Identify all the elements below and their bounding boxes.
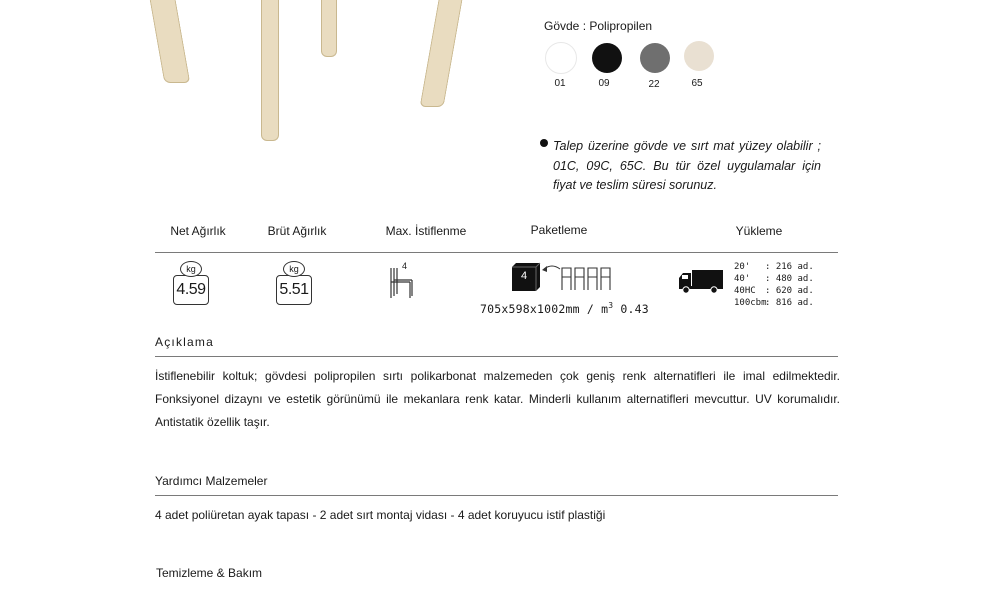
package-dims-sup: 3 xyxy=(608,301,614,310)
loading-header: Yükleme xyxy=(735,224,783,238)
loading-row xyxy=(734,262,814,272)
chairs-row-icon xyxy=(560,266,616,292)
container-type: 20' xyxy=(734,262,751,272)
loading-row xyxy=(734,298,814,308)
chair-leg xyxy=(150,0,191,83)
kg-icon: kg xyxy=(180,261,202,277)
container-qty: : 480 ad. xyxy=(765,274,814,284)
arrow-icon xyxy=(540,262,562,274)
packaging-header: Paketleme xyxy=(530,223,588,237)
loading-row xyxy=(734,286,814,296)
color-swatch[interactable] xyxy=(545,42,577,74)
color-swatch[interactable] xyxy=(684,41,714,71)
net-weight-header: Net Ağırlık xyxy=(170,224,226,238)
color-swatch[interactable] xyxy=(592,43,622,73)
description-text: İstiflenebilir koltuk; gövdesi polipropilen sırtı polikarbonat malzemeden çok geniş renk alternatifleri ile imal edilmektedir. Fonksiyonel dizaynı ve estetik görünümü ile mekanlara renk katar. Minderli kullanım alternatifleri mevcuttur. UV korumalıdır. Antistatik özellik taşır. xyxy=(155,369,840,429)
accessories-divider xyxy=(155,495,838,496)
bullet-dot xyxy=(540,139,548,147)
stack-header: Max. İstiflenme xyxy=(385,224,467,238)
color-code: 22 xyxy=(648,79,660,90)
description-title: Açıklama xyxy=(155,335,214,349)
container-type: 100cbm xyxy=(734,298,767,308)
description-divider xyxy=(155,356,838,357)
net-weight-value: 4.59 xyxy=(173,275,209,305)
color-code: 01 xyxy=(554,78,566,89)
stack-count: 4 xyxy=(402,261,408,271)
color-swatch[interactable] xyxy=(640,43,670,73)
gross-weight-header: Brüt Ağırlık xyxy=(267,224,327,238)
kg-icon: kg xyxy=(283,261,305,277)
truck-icon xyxy=(678,269,724,295)
package-count: 4 xyxy=(520,270,528,282)
container-type: 40HC xyxy=(734,286,756,296)
color-code: 65 xyxy=(691,78,703,89)
container-type: 40' xyxy=(734,274,751,284)
package-dimensions xyxy=(480,301,649,316)
color-label: Gövde : Polipropilen xyxy=(544,19,653,33)
container-qty: : 620 ad. xyxy=(765,286,814,296)
loading-row xyxy=(734,274,814,284)
chair-leg xyxy=(321,0,337,57)
container-qty: : 816 ad. xyxy=(765,298,814,308)
accessories-title: Yardımcı Malzemeler xyxy=(155,474,268,488)
spec-divider xyxy=(155,252,838,253)
container-qty: : 216 ad. xyxy=(765,262,814,272)
chair-leg xyxy=(261,0,279,141)
gross-weight-value: 5.51 xyxy=(276,275,312,305)
care-title: Temizleme & Bakım xyxy=(156,566,263,580)
color-code: 09 xyxy=(598,78,610,89)
package-volume: 0.43 xyxy=(613,301,649,316)
chair-leg xyxy=(420,0,463,107)
accessories-text: 4 adet poliüretan ayak tapası - 2 adet sırt montaj vidası - 4 adet koruyucu istif plastiği xyxy=(155,508,606,522)
finish-note: Talep üzerine gövde ve sırt mat yüzey olabilir ; 01C, 09C, 65C. Bu tür özel uygulamalar için fiyat ve teslim süresi sorunuz. xyxy=(553,139,821,192)
package-dims-text: 705x598x1002mm / m xyxy=(480,301,609,316)
